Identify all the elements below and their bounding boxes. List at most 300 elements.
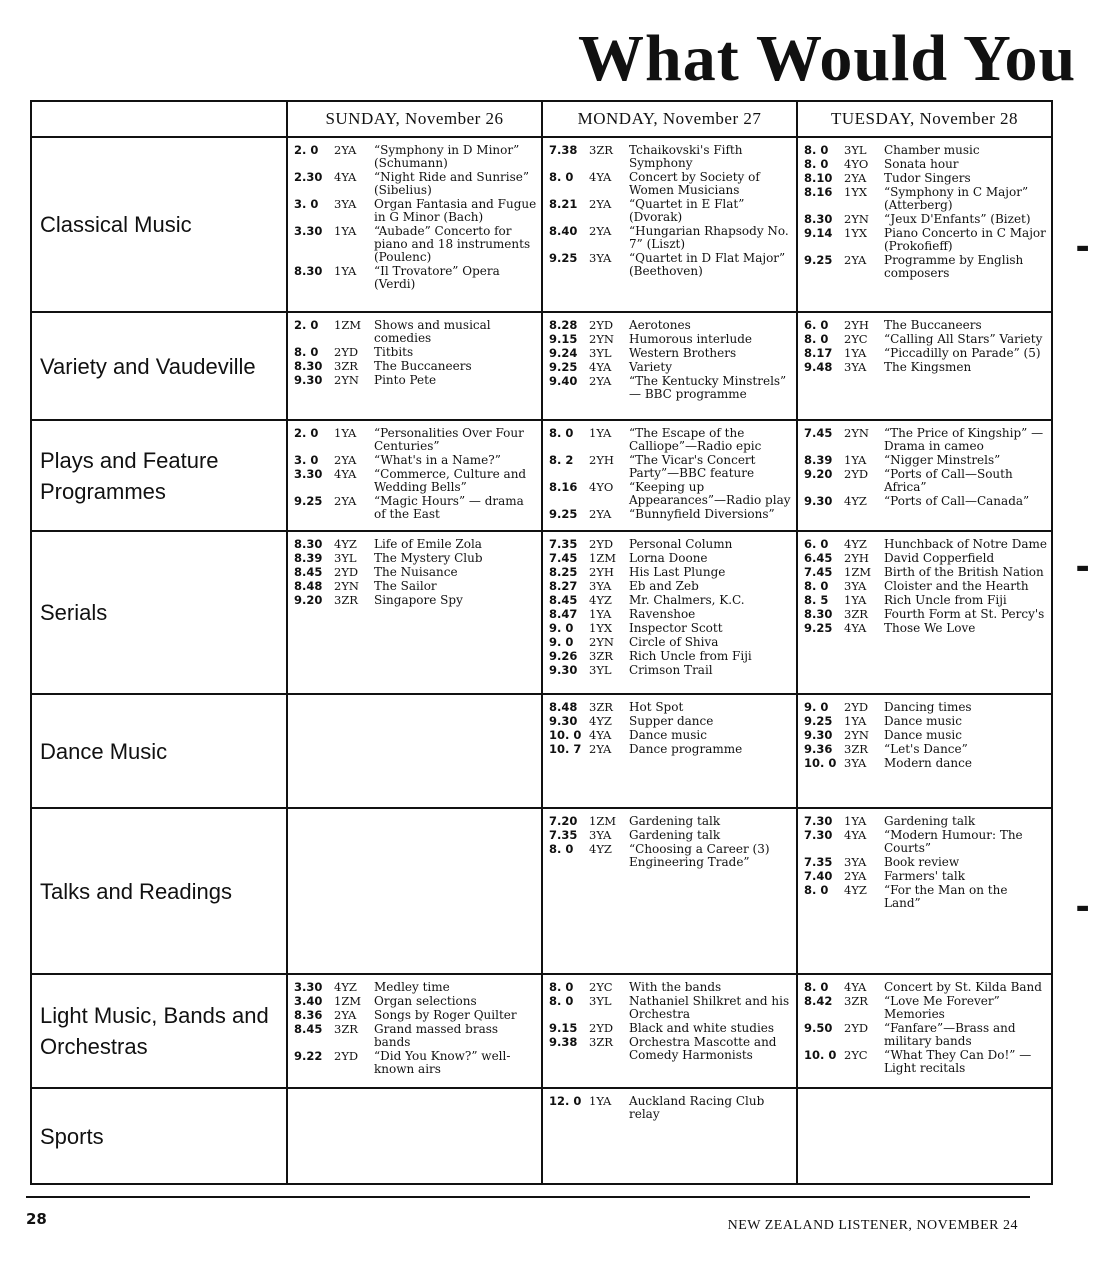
program-title: Inspector Scott <box>629 621 723 635</box>
page-number: 28 <box>26 1210 47 1228</box>
schedule-cell <box>542 531 797 694</box>
program-title: Aerotones <box>629 318 691 332</box>
program-title: “Hungarian Rhapsody No. 7” (Liszt) <box>629 224 789 251</box>
category-row <box>31 420 1052 531</box>
program-entry <box>804 608 1047 621</box>
program-entry <box>549 664 792 677</box>
broadcast-time: 9.25 <box>804 714 833 728</box>
program-entry <box>804 729 1047 742</box>
broadcast-time: 9.15 <box>549 332 578 346</box>
program-entry <box>549 427 792 453</box>
program-entry <box>804 815 1047 828</box>
program-title: Crimson Trail <box>629 663 713 677</box>
station-code: 3YL <box>589 663 612 677</box>
program-title: Rich Uncle from Fiji <box>884 593 1007 607</box>
station-code: 1YX <box>844 185 868 199</box>
program-entry <box>294 198 537 224</box>
broadcast-time: 9.24 <box>549 346 578 360</box>
station-code: 2YA <box>589 374 612 388</box>
day-header-row <box>31 101 1052 137</box>
broadcast-time: 9. 0 <box>804 700 829 714</box>
broadcast-time: 8.28 <box>549 318 578 332</box>
broadcast-time: 8.40 <box>549 224 578 238</box>
broadcast-time: 9. 0 <box>549 635 574 649</box>
program-title: Book review <box>884 855 960 869</box>
program-entry <box>549 743 792 756</box>
program-title: Lorna Doone <box>629 551 708 565</box>
program-entry <box>294 360 537 373</box>
station-code: 3YA <box>589 251 612 265</box>
program-entry <box>804 580 1047 593</box>
program-entry <box>549 144 792 170</box>
program-entry <box>294 538 537 551</box>
program-entry <box>804 995 1047 1021</box>
broadcast-time: 8. 0 <box>804 332 829 346</box>
program-title: “The Escape of the Calliope”—Radio epic <box>629 426 762 453</box>
station-code: 4YZ <box>589 593 612 607</box>
program-title: Hot Spot <box>629 700 684 714</box>
station-code: 2YD <box>844 700 869 714</box>
program-entry <box>549 333 792 346</box>
station-code: 2YD <box>334 1049 359 1063</box>
program-entry <box>804 495 1047 508</box>
broadcast-time: 9.25 <box>294 494 323 508</box>
program-entry <box>549 361 792 374</box>
program-title: “Commerce, Culture and Wedding Bells” <box>374 467 527 494</box>
program-entry <box>294 995 537 1008</box>
broadcast-time: 10. 0 <box>549 728 582 742</box>
program-entry <box>294 552 537 565</box>
program-title: The Mystery Club <box>374 551 483 565</box>
station-code: 3YL <box>844 143 867 157</box>
station-code: 1YA <box>844 814 867 828</box>
station-code: 4YA <box>334 170 357 184</box>
broadcast-time: 9.26 <box>549 649 578 663</box>
station-code: 4YA <box>589 360 612 374</box>
station-code: 1YA <box>589 607 612 621</box>
program-entry <box>549 608 792 621</box>
program-title: Titbits <box>374 345 414 359</box>
station-code: 4YO <box>589 480 614 494</box>
program-title: “Nigger Minstrels” <box>884 453 1001 467</box>
schedule-cell <box>542 974 797 1088</box>
station-code: 1YX <box>844 226 868 240</box>
program-entry <box>549 622 792 635</box>
program-title: Supper dance <box>629 714 714 728</box>
program-entry <box>294 1009 537 1022</box>
station-code: 1YA <box>844 346 867 360</box>
station-code: 4YA <box>589 170 612 184</box>
program-title: Gardening talk <box>884 814 976 828</box>
station-code: 2YD <box>844 467 869 481</box>
broadcast-time: 8.16 <box>549 480 578 494</box>
program-entry <box>294 566 537 579</box>
program-title: Shows and musical comedies <box>374 318 491 345</box>
program-title: Ravenshoe <box>629 607 696 621</box>
category-row <box>31 137 1052 312</box>
program-entry <box>294 225 537 264</box>
station-code: 4YA <box>844 980 867 994</box>
program-title: Organ selections <box>374 994 477 1008</box>
broadcast-time: 9.50 <box>804 1021 833 1035</box>
station-code: 2YN <box>844 212 869 226</box>
broadcast-time: 8.30 <box>804 607 833 621</box>
category-row <box>31 974 1052 1088</box>
page-footer: NEW ZEALAND LISTENER, NOVEMBER 24 <box>727 1218 1018 1233</box>
broadcast-time: 2. 0 <box>294 318 319 332</box>
broadcast-time: 9.38 <box>549 1035 578 1049</box>
schedule-cell <box>797 137 1052 312</box>
station-code: 1YA <box>589 426 612 440</box>
station-code: 4YA <box>334 467 357 481</box>
program-entry <box>549 481 792 507</box>
broadcast-time: 9.30 <box>549 714 578 728</box>
program-title: “The Price of Kingship” — Drama in cameo <box>884 426 1044 453</box>
station-code: 1YA <box>844 714 867 728</box>
program-title: “Piccadilly on Parade” (5) <box>884 346 1041 360</box>
station-code: 1YA <box>844 593 867 607</box>
broadcast-time: 9.14 <box>804 226 833 240</box>
broadcast-time: 8. 0 <box>804 980 829 994</box>
program-entry <box>549 552 792 565</box>
broadcast-time: 7.35 <box>549 828 578 842</box>
station-code: 3ZR <box>589 649 613 663</box>
program-title: With the bands <box>629 980 722 994</box>
program-entry <box>804 347 1047 360</box>
program-title: “The Vicar's Concert Party”—BBC feature <box>629 453 756 480</box>
program-title: The Buccaneers <box>884 318 982 332</box>
station-code: 3ZR <box>589 143 613 157</box>
program-title: Orchestra Mascotte and Comedy Harmonists <box>629 1035 777 1062</box>
station-code: 1YA <box>334 264 357 278</box>
broadcast-time: 3. 0 <box>294 453 319 467</box>
program-entry <box>549 171 792 197</box>
program-entry <box>804 213 1047 226</box>
program-entry <box>804 856 1047 869</box>
station-code: 2YH <box>589 453 614 467</box>
station-code: 2YD <box>589 537 614 551</box>
program-entry <box>804 566 1047 579</box>
station-code: 2YH <box>844 551 869 565</box>
broadcast-time: 9.30 <box>804 494 833 508</box>
program-entry <box>549 1095 792 1121</box>
broadcast-time: 8.30 <box>294 537 323 551</box>
program-title: Dance music <box>629 728 707 742</box>
program-entry <box>804 454 1047 467</box>
broadcast-time: 8.39 <box>804 453 833 467</box>
program-title: Dance music <box>884 714 962 728</box>
station-code: 2YA <box>589 742 612 756</box>
broadcast-time: 8.17 <box>804 346 833 360</box>
schedule-cell <box>287 694 542 808</box>
schedule-cell <box>287 420 542 531</box>
station-code: 3YA <box>589 579 612 593</box>
program-entry <box>804 158 1047 171</box>
station-code: 1YX <box>589 621 613 635</box>
broadcast-time: 7.40 <box>804 869 833 883</box>
program-title: Eb and Zeb <box>629 579 699 593</box>
station-code: 1ZM <box>844 565 872 579</box>
program-entry <box>549 729 792 742</box>
station-code: 3ZR <box>589 1035 613 1049</box>
program-entry <box>549 375 792 401</box>
station-code: 2YA <box>589 224 612 238</box>
category-label: Sports <box>31 1088 287 1184</box>
program-entry <box>549 319 792 332</box>
program-title: “Fanfare”—Brass and military bands <box>884 1021 1016 1048</box>
program-title: Tchaikovski's Fifth Symphony <box>629 143 743 170</box>
program-title: Tudor Singers <box>884 171 971 185</box>
broadcast-time: 8.27 <box>549 579 578 593</box>
broadcast-time: 7.35 <box>549 537 578 551</box>
program-entry <box>549 538 792 551</box>
program-entry <box>294 981 537 994</box>
program-title: Songs by Roger Quilter <box>374 1008 517 1022</box>
program-title: Cloister and the Hearth <box>884 579 1029 593</box>
broadcast-time: 8.45 <box>294 565 323 579</box>
program-title: Fourth Form at St. Percy's <box>884 607 1045 621</box>
program-entry <box>549 981 792 994</box>
program-entry <box>804 981 1047 994</box>
broadcast-time: 3.30 <box>294 980 323 994</box>
program-title: Personal Column <box>629 537 733 551</box>
broadcast-time: 8.48 <box>294 579 323 593</box>
program-entry <box>549 843 792 869</box>
station-code: 3YA <box>844 855 867 869</box>
broadcast-time: 8.45 <box>294 1022 323 1036</box>
program-title: Dance programme <box>629 742 743 756</box>
program-title: Modern dance <box>884 756 972 770</box>
program-title: Those We Love <box>884 621 976 635</box>
station-code: 3ZR <box>589 700 613 714</box>
broadcast-time: 6.45 <box>804 551 833 565</box>
station-code: 1YA <box>589 1094 612 1108</box>
program-entry <box>549 829 792 842</box>
program-entry <box>804 538 1047 551</box>
program-entry <box>294 265 537 291</box>
category-row <box>31 531 1052 694</box>
margin-mark: ▬ <box>1076 900 1090 916</box>
station-code: 4YZ <box>844 537 867 551</box>
program-title: Rich Uncle from Fiji <box>629 649 752 663</box>
schedule-cell <box>287 531 542 694</box>
program-title: Western Brothers <box>629 346 737 360</box>
program-title: Gardening talk <box>629 828 721 842</box>
station-code: 4YO <box>844 157 869 171</box>
program-title: Grand massed brass bands <box>374 1022 499 1049</box>
program-entry <box>549 580 792 593</box>
station-code: 4YZ <box>334 537 357 551</box>
station-code: 2YA <box>589 507 612 521</box>
broadcast-time: 9.22 <box>294 1049 323 1063</box>
program-title: Dancing times <box>884 700 972 714</box>
broadcast-time: 7.45 <box>804 426 833 440</box>
station-code: 2YN <box>334 579 359 593</box>
program-entry <box>804 333 1047 346</box>
station-code: 1YA <box>334 426 357 440</box>
program-title: “Let's Dance” <box>884 742 968 756</box>
broadcast-time: 10. 7 <box>549 742 582 756</box>
station-code: 2YA <box>844 253 867 267</box>
broadcast-time: 3.30 <box>294 224 323 238</box>
program-entry <box>804 829 1047 855</box>
station-code: 1YA <box>334 224 357 238</box>
day-header: MONDAY, November 27 <box>542 101 797 137</box>
broadcast-time: 8.10 <box>804 171 833 185</box>
broadcast-time: 9.25 <box>804 253 833 267</box>
program-entry <box>549 1036 792 1062</box>
program-entry <box>549 1022 792 1035</box>
broadcast-time: 8. 0 <box>804 157 829 171</box>
category-label: Classical Music <box>31 137 287 312</box>
program-entry <box>294 346 537 359</box>
program-entry <box>549 252 792 278</box>
broadcast-time: 12. 0 <box>549 1094 582 1108</box>
program-entry <box>549 198 792 224</box>
program-title: Concert by Society of Women Musicians <box>629 170 760 197</box>
broadcast-time: 8.45 <box>549 593 578 607</box>
station-code: 3YL <box>589 346 612 360</box>
category-label: Serials <box>31 531 287 694</box>
broadcast-time: 3. 0 <box>294 197 319 211</box>
broadcast-time: 6. 0 <box>804 537 829 551</box>
station-code: 3ZR <box>844 607 868 621</box>
program-entry <box>804 361 1047 374</box>
broadcast-time: 7.20 <box>549 814 578 828</box>
category-label: Talks and Readings <box>31 808 287 974</box>
program-title: “Love Me Forever” Memories <box>884 994 1000 1021</box>
program-entry <box>549 566 792 579</box>
program-title: “Ports of Call—South Africa” <box>884 467 1013 494</box>
program-title: Medley time <box>374 980 450 994</box>
schedule-cell <box>287 312 542 420</box>
program-title: Mr. Chalmers, K.C. <box>629 593 745 607</box>
program-entry <box>804 1049 1047 1075</box>
station-code: 4YA <box>589 728 612 742</box>
day-header: TUESDAY, November 28 <box>797 101 1052 137</box>
broadcast-time: 9.15 <box>549 1021 578 1035</box>
program-title: Life of Emile Zola <box>374 537 482 551</box>
program-title: “Keeping up Appearances”—Radio play <box>629 480 791 507</box>
broadcast-time: 8. 0 <box>549 994 574 1008</box>
schedule-cell <box>287 808 542 974</box>
broadcast-time: 3.30 <box>294 467 323 481</box>
station-code: 3YA <box>844 756 867 770</box>
broadcast-time: 8. 2 <box>549 453 574 467</box>
program-title: “Personalities Over Four Centuries” <box>374 426 524 453</box>
station-code: 1YA <box>844 453 867 467</box>
program-entry <box>549 225 792 251</box>
broadcast-time: 8.30 <box>294 264 323 278</box>
program-entry <box>294 468 537 494</box>
schedule-cell <box>797 694 1052 808</box>
station-code: 4YA <box>844 828 867 842</box>
station-code: 2YA <box>589 197 612 211</box>
station-code: 4YZ <box>844 494 867 508</box>
station-code: 2YH <box>844 318 869 332</box>
broadcast-time: 8.21 <box>549 197 578 211</box>
station-code: 2YN <box>589 635 614 649</box>
station-code: 2YN <box>844 426 869 440</box>
station-code: 3YA <box>334 197 357 211</box>
station-code: 2YA <box>844 869 867 883</box>
category-label: Dance Music <box>31 694 287 808</box>
schedule-cell <box>542 420 797 531</box>
program-entry <box>294 1050 537 1076</box>
category-label: Plays and Feature Programmes <box>31 420 287 531</box>
station-code: 3ZR <box>334 593 358 607</box>
station-code: 2YN <box>844 728 869 742</box>
margin-mark: ▬ <box>1076 240 1090 256</box>
station-code: 1ZM <box>589 814 617 828</box>
program-entry <box>804 319 1047 332</box>
program-title: Organ Fantasia and Fugue in G Minor (Bach) <box>374 197 537 224</box>
program-title: Birth of the British Nation <box>884 565 1044 579</box>
program-entry <box>804 254 1047 280</box>
category-row <box>31 312 1052 420</box>
program-title: Singapore Spy <box>374 593 463 607</box>
station-code: 2YD <box>334 345 359 359</box>
broadcast-time: 8.47 <box>549 607 578 621</box>
program-title: “Aubade” Concerto for piano and 18 instruments (Poulenc) <box>374 224 531 264</box>
broadcast-time: 9.30 <box>804 728 833 742</box>
broadcast-time: 6. 0 <box>804 318 829 332</box>
broadcast-time: 8. 0 <box>549 426 574 440</box>
schedule-cell <box>797 531 1052 694</box>
program-title: Pinto Pete <box>374 373 437 387</box>
program-title: “Quartet in D Flat Major” (Beethoven) <box>629 251 786 278</box>
program-entry <box>804 552 1047 565</box>
program-entry <box>804 468 1047 494</box>
program-title: Farmers' talk <box>884 869 965 883</box>
broadcast-time: 7.30 <box>804 828 833 842</box>
broadcast-time: 8.36 <box>294 1008 323 1022</box>
station-code: 4YA <box>844 621 867 635</box>
station-code: 3ZR <box>844 994 868 1008</box>
program-title: Dance music <box>884 728 962 742</box>
station-code: 2YN <box>589 332 614 346</box>
station-code: 2YD <box>844 1021 869 1035</box>
schedule-cell <box>797 1088 1052 1184</box>
station-code: 2YD <box>334 565 359 579</box>
program-title: Sonata hour <box>884 157 959 171</box>
station-code: 1ZM <box>334 318 362 332</box>
broadcast-time: 8. 0 <box>549 842 574 856</box>
station-code: 2YC <box>844 332 868 346</box>
station-code: 3ZR <box>844 742 868 756</box>
station-code: 2YC <box>844 1048 868 1062</box>
broadcast-time: 2.30 <box>294 170 323 184</box>
station-code: 4YZ <box>589 714 612 728</box>
program-title: Circle of Shiva <box>629 635 719 649</box>
program-entry <box>804 186 1047 212</box>
program-entry <box>804 594 1047 607</box>
station-code: 3ZR <box>334 359 358 373</box>
program-title: “Night Ride and Sunrise” (Sibelius) <box>374 170 530 197</box>
broadcast-time: 9.48 <box>804 360 833 374</box>
category-row <box>31 694 1052 808</box>
schedule-cell <box>797 420 1052 531</box>
program-entry <box>294 374 537 387</box>
category-row <box>31 808 1052 974</box>
schedule-cell <box>542 312 797 420</box>
broadcast-time: 9.25 <box>549 251 578 265</box>
program-title: “Did You Know?” well-known airs <box>374 1049 511 1076</box>
station-code: 2YN <box>334 373 359 387</box>
program-title: “Modern Humour: The Courts” <box>884 828 1023 855</box>
program-entry <box>549 508 792 521</box>
program-title: “What's in a Name?” <box>374 453 501 467</box>
